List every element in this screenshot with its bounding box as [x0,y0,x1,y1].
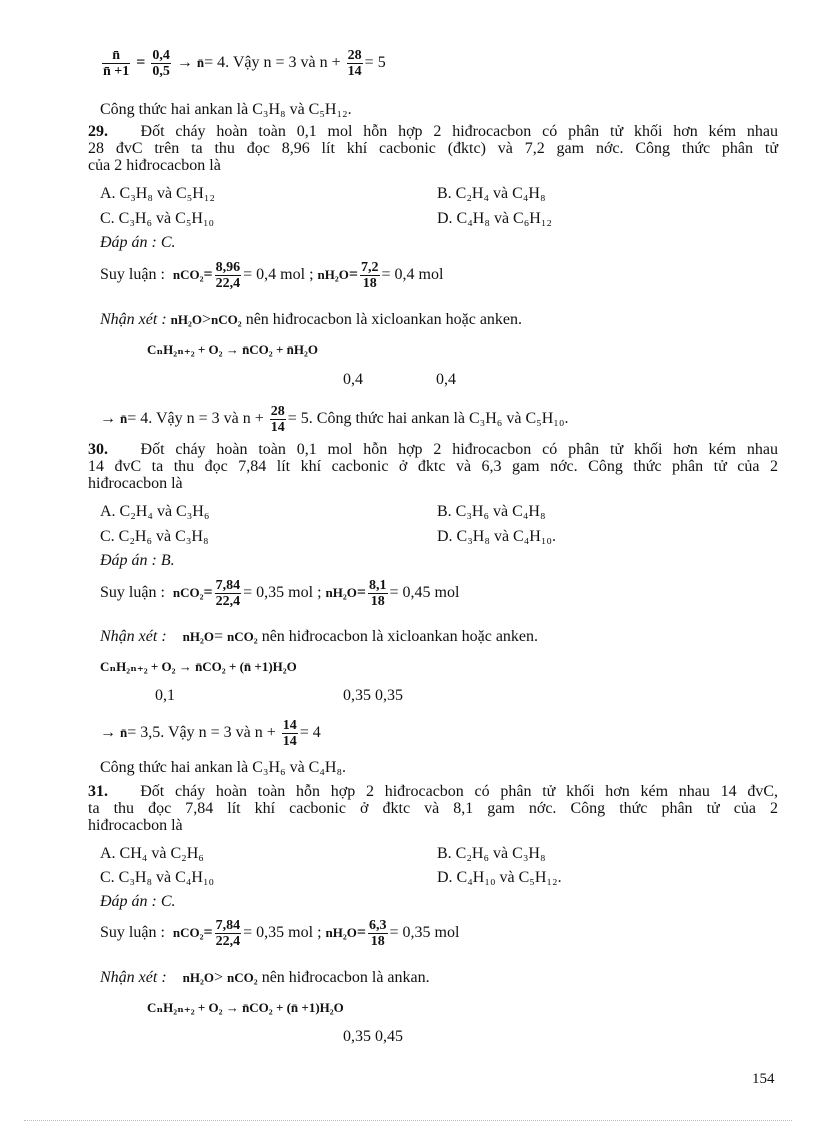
q29-reasoning: Suy luận : nCO₂= $\frac{8,96}{22,4}$ = 0,4 mol ; nH₂O= $\frac{7,2}{18}$ = 0,4 mol [100,260,444,291]
q29-text-line1: 29. Đốt cháy hoàn toàn 0,1 mol hỗn hợp 2 hiđrocacbon có phân tử khối hơn kém nhau [88,123,779,140]
top-equation: $\frac{n̄}{n̄ +1}$ = $\frac{0,4}{0,5}$ → n̄= 4. Vậy n = 3 và n + $\frac{28}{14}$ = 5 [103,48,386,79]
q30-option-c: C. C₂H₆ và C₃H₈ [100,528,209,545]
frac-mass: $\frac{28}{14}$ [347,48,362,79]
q30-frac-h2o: $\frac{8,1}{18}$ [369,578,387,609]
q29-equation: CₙH₂ₙ₊₂ + O₂ → n̄CO₂ + n̄H₂O [147,342,318,357]
footer-divider [24,1120,792,1121]
q30-remark: Nhận xét : nH₂O= nCO₂ nên hiđrocacbon là xicloankan hoặc anken. [100,628,539,645]
q31-option-a: A. CH₄ và C₂H₆ [100,845,204,862]
q29-answer: Đáp án : C. [100,234,176,251]
q30-text-line3: hiđrocacbon là [88,475,183,492]
q29-frac-mass: $\frac{28}{14}$ [270,404,285,435]
q31-text-line2: ta thu đọc 7,84 lít khí cacbonic ở đktc và 8,1 gam nớc. Công thức phân tử của 2 [88,800,778,817]
q31-frac-co2: $\frac{7,84}{22,4}$ [215,918,241,949]
q29-option-c: C. C₃H₆ và C₅H₁₀ [100,210,215,227]
q30-text-line2: 14 đvC ta thu đọc 7,84 lít khí cacbonic ở đktc và 6,3 gam nớc. Công thức phân tử của 2 [88,458,778,475]
q30-value-2: 0,35 0,35 [343,687,403,704]
q31-equation: CₙH₂ₙ₊₂ + O₂ → n̄CO₂ + (n̄ +1)H₂O [147,1000,344,1015]
q30-answer: Đáp án : B. [100,552,175,569]
q30-text-line1: 30. Đốt cháy hoàn toàn 0,1 mol hỗn hợp 2 hiđrocacbon có phân tử khối hơn kém nhau [88,441,779,458]
q30-option-a: A. C₂H₄ và C₃H₆ [100,503,210,520]
q29-text-line2: 28 đvC trên ta thu đọc 8,96 lít khí cacbonic (đktc) và 7,2 gam nớc. Công thức phân tử [88,140,778,157]
q31-values: 0,35 0,45 [343,1028,403,1045]
q31-text-line3: hiđrocacbon là [88,817,183,834]
q29-frac-h2o: $\frac{7,2}{18}$ [361,260,379,291]
q30-frac-mass: $\frac{14}{14}$ [282,718,297,749]
frac-nbar: $\frac{n̄}{n̄ +1}$ [103,48,130,79]
q29-conclusion: → n̄= 4. Vậy n = 3 và n + $\frac{28}{14}$ = 5. Công thức hai ankan là C₃H₆ và C₅H₁₀. [100,404,569,435]
q31-reasoning: Suy luận : nCO₂= $\frac{7,84}{22,4}$ = 0,35 mol ; nH₂O= $\frac{6,3}{18}$ = 0,35 mol [100,918,460,949]
q30-conclusion-eq: → n̄= 3,5. Vậy n = 3 và n + $\frac{14}{14}$ = 4 [100,718,321,749]
q29-option-b: B. C₂H₄ và C₄H₈ [437,185,546,202]
q29-frac-co2: $\frac{8,96}{22,4}$ [215,260,241,291]
q31-frac-h2o: $\frac{6,3}{18}$ [369,918,387,949]
q30-equation: CₙH₂ₙ₊₂ + O₂ → n̄CO₂ + (n̄ +1)H₂O [100,659,297,674]
frac-ratio: $\frac{0,4}{0,5}$ [152,48,170,79]
q31-option-d: D. C₄H₁₀ và C₅H₁₂. [437,869,562,886]
q30-value-1: 0,1 [155,687,175,704]
q29-value-2: 0,4 [436,371,456,388]
q29-text-line3: của 2 hiđrocacbon là [88,157,221,174]
page-number: 154 [752,1071,775,1087]
q31-answer: Đáp án : C. [100,893,176,910]
q30-option-d: D. C₃H₈ và C₄H₁₀. [437,528,556,545]
q29-option-d: D. C₄H₈ và C₆H₁₂ [437,210,552,227]
q30-option-b: B. C₃H₆ và C₄H₈ [437,503,546,520]
top-conclusion: Công thức hai ankan là C₃H₈ và C₅H₁₂. [100,101,352,118]
q31-option-c: C. C₃H₈ và C₄H₁₀ [100,869,215,886]
q31-option-b: B. C₂H₆ và C₃H₈ [437,845,546,862]
q31-remark: Nhận xét : nH₂O> nCO₂ nên hiđrocacbon là ankan. [100,969,430,986]
q29-value-1: 0,4 [343,371,363,388]
q31-text-line1: 31. Đốt cháy hoàn toàn hỗn hợp 2 hiđrocacbon có phân tử khối hơn kém nhau 14 đvC, [88,783,779,800]
q30-reasoning: Suy luận : nCO₂= $\frac{7,84}{22,4}$ = 0,35 mol ; nH₂O= $\frac{8,1}{18}$ = 0,45 mol [100,578,460,609]
q30-frac-co2: $\frac{7,84}{22,4}$ [215,578,241,609]
q29-remark: Nhận xét : nH₂O>nCO₂ nên hiđrocacbon là xicloankan hoặc anken. [100,311,523,328]
q29-option-a: A. C₃H₈ và C₅H₁₂ [100,185,215,202]
q30-conclusion: Công thức hai ankan là C₃H₆ và C₄H₈. [100,759,347,776]
